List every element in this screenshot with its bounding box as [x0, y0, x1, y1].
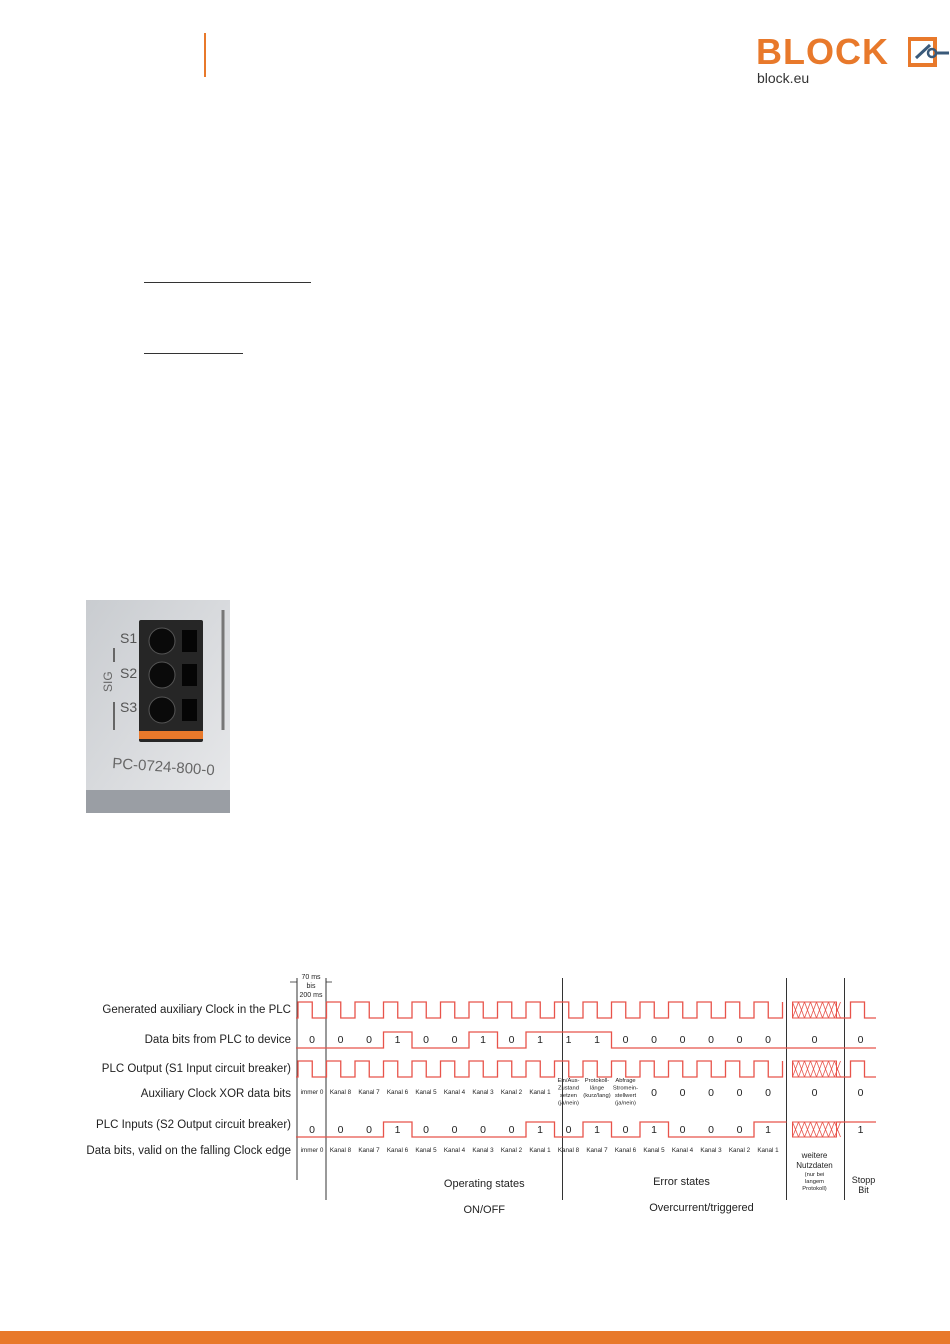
data-bit-value: 1 [480, 1034, 486, 1046]
xor-note: Ein/Aus- [557, 1078, 580, 1084]
xor-note: stellwert [614, 1093, 637, 1099]
channel-label: Kanal 2 [728, 1147, 751, 1154]
connector-photo [86, 600, 230, 813]
section-error: Error states [653, 1176, 710, 1188]
header-accent-bar [204, 33, 206, 77]
xor-note: Stromein- [612, 1085, 639, 1092]
channel-label: Kanal 8 [329, 1147, 352, 1154]
channel-label: Kanal 6 [386, 1147, 409, 1154]
data-bit-value: 0 [337, 1034, 344, 1046]
row-label: Data bits from PLC to device [144, 1034, 291, 1046]
data-bit-value: 0 [708, 1034, 714, 1046]
data-bit-value: 0 [366, 1034, 372, 1046]
xor-channel-label: immer 0 [300, 1089, 324, 1096]
input-bit-value: 0 [708, 1124, 714, 1136]
row-label: Auxiliary Clock XOR data bits [140, 1088, 291, 1100]
logo-wordmark: BLOCK [756, 31, 889, 72]
xor-bit-value: 0 [811, 1087, 818, 1099]
logo-switch-icon [908, 36, 950, 68]
xor-channel-label: Kanal 4 [443, 1089, 466, 1096]
channel-label: Kanal 5 [415, 1147, 437, 1154]
channel-label: Kanal 4 [443, 1147, 466, 1154]
xor-note: (ja/nein) [615, 1100, 636, 1107]
channel-label: Kanal 7 [358, 1147, 380, 1154]
input-bit-value: 0 [736, 1124, 743, 1136]
pulse-width-label: 70 ms [301, 974, 321, 981]
channel-label: Kanal 7 [586, 1147, 608, 1154]
xor-note: (kurz/lang) [583, 1093, 611, 1099]
xor-note: setzen [559, 1093, 578, 1099]
xor-bit-value: 0 [736, 1087, 743, 1099]
more-data-note: Protokoll) [802, 1186, 827, 1192]
row-label: PLC Output (S1 Input circuit breaker) [101, 1063, 291, 1075]
xor-note: Protokoll- [584, 1078, 610, 1084]
input-bit-value: 0 [480, 1124, 486, 1136]
xor-channel-label: Kanal 5 [415, 1089, 437, 1096]
data-bit-value: 0 [765, 1034, 771, 1046]
pulse-width-label: bis [306, 983, 316, 990]
data-bit-value: 0 [811, 1034, 818, 1046]
channel-label: Kanal 5 [643, 1147, 665, 1154]
terminal-group-label: SIG [101, 671, 115, 692]
input-bit-value: 1 [857, 1124, 864, 1136]
input-bit-value: 0 [622, 1124, 629, 1136]
input-bit-value: 0 [309, 1124, 315, 1136]
row-label: PLC Inputs (S2 Output circuit breaker) [96, 1119, 291, 1131]
input-bit-value: 1 [394, 1124, 401, 1136]
xor-channel-label: Kanal 1 [529, 1089, 551, 1096]
input-bit-value: 1 [594, 1124, 600, 1136]
xor-bit-value: 0 [765, 1087, 771, 1099]
input-bit-value: 1 [651, 1124, 657, 1136]
xor-note: Abfrage [615, 1078, 636, 1084]
input-bit-value: 0 [508, 1124, 515, 1136]
input-bit-value: 0 [451, 1124, 458, 1136]
input-bit-value: 0 [366, 1124, 372, 1136]
terminal-label-s2: S2 [120, 665, 138, 681]
xor-bit-value: 0 [857, 1087, 864, 1099]
xor-channel-label: Kanal 3 [472, 1089, 494, 1096]
row-label: Generated auxiliary Clock in the PLC [102, 1004, 291, 1016]
wave-plc-inputs-tail [837, 1122, 877, 1137]
data-bit-value: 1 [394, 1034, 401, 1046]
wave-data-bits [296, 1032, 876, 1048]
more-data-label: weitere [801, 1151, 828, 1160]
xor-note: Zustand [558, 1085, 579, 1092]
input-bit-value: 0 [337, 1124, 344, 1136]
xor-channel-label: Kanal 2 [500, 1089, 523, 1096]
stop-bit-label: Bit [858, 1185, 869, 1195]
row-label: Data bits, valid on the falling Clock edge [86, 1145, 291, 1157]
wave-auxiliary-clock-tail [837, 1002, 877, 1018]
data-bit-value: 0 [508, 1034, 515, 1046]
section-error-sub: Overcurrent/triggered [649, 1202, 754, 1214]
more-data-note: (nur bei [804, 1172, 825, 1178]
section-operating: Operating states [443, 1178, 525, 1190]
xor-channel-label: Kanal 8 [329, 1089, 352, 1096]
xor-note: länge [589, 1085, 605, 1092]
section-operating-sub: ON/OFF [463, 1204, 506, 1216]
input-bit-value: 0 [423, 1124, 429, 1136]
input-bit-value: 0 [679, 1124, 686, 1136]
input-bit-value: 0 [565, 1124, 572, 1136]
channel-label: Kanal 3 [472, 1147, 494, 1154]
logo-url: block.eu [757, 70, 810, 86]
channel-label: Kanal 6 [614, 1147, 637, 1154]
data-bit-value: 0 [651, 1034, 657, 1046]
wave-plc-output-tail [837, 1061, 877, 1077]
block-logo[interactable] [756, 32, 950, 92]
xor-channel-label: Kanal 7 [358, 1089, 380, 1096]
data-bit-value: 1 [594, 1034, 600, 1046]
data-bit-value: 0 [423, 1034, 429, 1046]
blank-line-2 [144, 353, 243, 354]
channel-label: Kanal 2 [500, 1147, 523, 1154]
wave-hatch-3 [793, 1061, 841, 1077]
timing-diagram [86, 970, 876, 1225]
data-bit-value: 0 [622, 1034, 629, 1046]
data-bit-value: 0 [309, 1034, 315, 1046]
data-bit-value: 0 [736, 1034, 743, 1046]
xor-bit-value: 0 [679, 1087, 686, 1099]
xor-channel-label: Kanal 6 [386, 1089, 409, 1096]
more-data-label: Nutzdaten [796, 1161, 833, 1170]
channel-label: Kanal 8 [557, 1147, 580, 1154]
channel-label: Kanal 1 [757, 1147, 779, 1154]
part-number: PC-0724-800-0 [111, 755, 216, 780]
channel-label: immer 0 [300, 1147, 324, 1154]
more-data-note: langem [804, 1179, 825, 1185]
terminal-label-s1: S1 [120, 630, 138, 646]
wave-plc-output [296, 1061, 783, 1077]
xor-bit-value: 0 [651, 1087, 657, 1099]
xor-note: (ja/nein) [558, 1100, 579, 1107]
blank-line-1 [144, 282, 311, 283]
footer-accent-bar [0, 1331, 950, 1344]
terminal-label-s3: S3 [120, 699, 138, 715]
wave-auxiliary-clock [296, 1002, 783, 1018]
wave-hatch-1 [793, 1002, 841, 1018]
stop-bit-label: Stopp [851, 1175, 876, 1185]
data-bit-value: 1 [565, 1034, 572, 1046]
pulse-width-label: 200 ms [299, 992, 323, 999]
data-bit-value: 0 [857, 1034, 864, 1046]
data-bit-value: 0 [679, 1034, 686, 1046]
input-bit-value: 1 [537, 1124, 543, 1136]
data-bit-value: 0 [451, 1034, 458, 1046]
wave-hatch-5 [793, 1122, 841, 1137]
input-bit-value: 1 [765, 1124, 771, 1136]
channel-label: Kanal 4 [671, 1147, 694, 1154]
channel-label: Kanal 3 [700, 1147, 722, 1154]
xor-bit-value: 0 [708, 1087, 714, 1099]
data-bit-value: 1 [537, 1034, 543, 1046]
channel-label: Kanal 1 [529, 1147, 551, 1154]
